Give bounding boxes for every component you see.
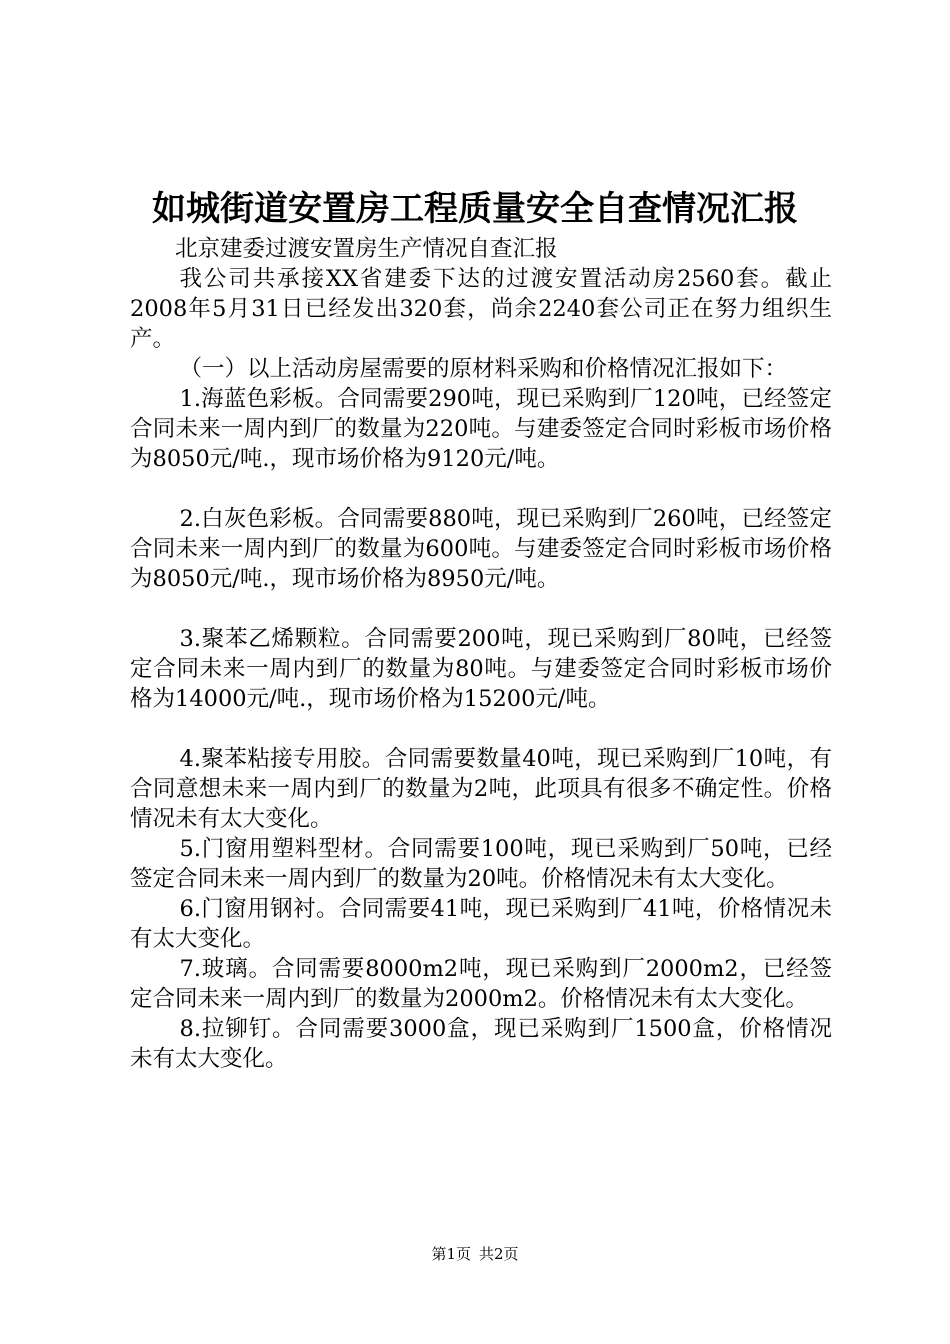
document-body bbox=[130, 234, 832, 1074]
page-footer bbox=[0, 1244, 950, 1264]
paragraph-item-3: 3.聚苯乙烯颗粒。合同需要200吨，现已采购到厂80吨，已经签定合同未来一周内到厂的数量为80吨。与建委签定合同时彩板市场价格为14000元/吨.，现市场价格为15200元/吨。 bbox=[130, 626, 832, 712]
paragraph-item-5: 5.门窗用塑料型材。合同需要100吨，现已采购到厂50吨，已经签定合同未来一周内到厂的数量为20吨。价格情况未有太大变化。 bbox=[130, 836, 832, 892]
paragraph-item-8: 8.拉铆钉。合同需要3000盒，现已采购到厂1500盒，价格情况未有太大变化。 bbox=[130, 1016, 832, 1072]
paragraph-intro: 我公司共承接XX省建委下达的过渡安置活动房2560套。截止2008年5月31日已经发出320套，尚余2240套公司正在努力组织生产。 bbox=[130, 266, 832, 352]
paragraph-section-heading: （一）以上活动房屋需要的原材料采购和价格情况汇报如下： bbox=[179, 356, 788, 382]
document-title: 如城街道安置房工程质量安全自查情况汇报 bbox=[152, 189, 798, 229]
paragraph-item-7: 7.玻璃。合同需要8000m2吨，现已采购到厂2000m2，已经签定合同未来一周内到厂的数量为2000m2。价格情况未有太大变化。 bbox=[130, 956, 832, 1012]
paragraph-item-4: 4.聚苯粘接专用胶。合同需要数量40吨，现已采购到厂10吨，有合同意想未来一周内到厂的数量为2吨，此项具有很多不确定性。价格情况未有太大变化。 bbox=[130, 746, 832, 832]
paragraph-item-1: 1.海蓝色彩板。合同需要290吨，现已采购到厂120吨，已经签定合同未来一周内到厂的数量为220吨。与建委签定合同时彩板市场价格为8050元/吨.，现市场价格为9120元/吨。 bbox=[130, 386, 832, 472]
page-number-current: 第1页 bbox=[431, 1245, 471, 1263]
paragraph-subtitle: 北京建委过渡安置房生产情况自查汇报 bbox=[175, 236, 558, 262]
paragraph-item-6: 6.门窗用钢衬。合同需要41吨，现已采购到厂41吨，价格情况未有太大变化。 bbox=[130, 896, 832, 952]
paragraph-item-2: 2.白灰色彩板。合同需要880吨，现已采购到厂260吨，已经签定合同未来一周内到厂的数量为600吨。与建委签定合同时彩板市场价格为8050元/吨.，现市场价格为8950元/吨。 bbox=[130, 506, 832, 592]
page-number-total: 共2页 bbox=[479, 1245, 519, 1263]
